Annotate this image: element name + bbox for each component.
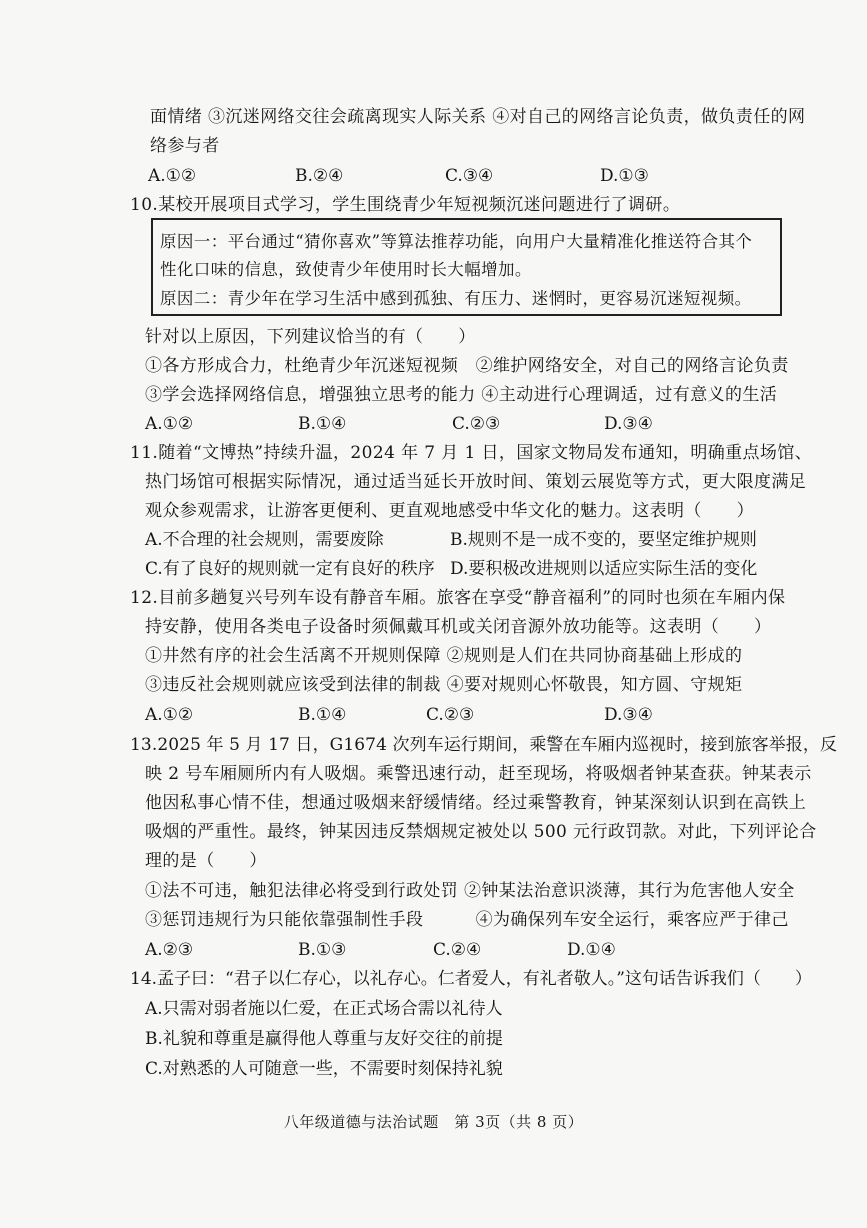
q9-option-c: C.③④ [445, 166, 494, 186]
q11-option-a: A.不合理的社会规则，需要废除 [145, 530, 384, 550]
q13-stem-line: 映 2 号车厢厕所内有人吸烟。乘警迅速行动，赶至现场，将吸烟者钟某查获。钟某表示 [145, 764, 812, 784]
q13-option-a: A.②③ [145, 940, 194, 960]
q12-option-c: C.②③ [426, 705, 475, 725]
q12-option-d: D.③④ [604, 705, 653, 725]
q14-stem: 14.孟子曰：“君子以仁存心，以礼存心。仁者爱人，有礼者敬人。”这句话告诉我们（ ） [130, 969, 812, 989]
q10-option-a: A.①② [145, 414, 194, 434]
q13-choice-line: ③惩罚违规行为只能依靠强制性手段 ④为确保列车安全运行，乘客应严于律己 [145, 910, 789, 930]
q14-option-c: C.对熟悉的人可随意一些，不需要时刻保持礼貌 [145, 1059, 503, 1079]
q11-stem-line: 11.随着“文博热”持续升温，2024 年 7 月 1 日，国家文物局发布通知，明确重点场馆、 [130, 443, 813, 463]
q13-option-b: B.①③ [298, 940, 347, 960]
q11-stem-line: 热门场馆可根据实际情况，通过适当延长开放时间、策划云展览等方式，更大限度满足 [145, 472, 807, 492]
q10-choice-line: ③学会选择网络信息，增强独立思考的能力 ④主动进行心理调适，过有意义的生活 [145, 385, 778, 405]
q14-option-a: A.只需对弱者施以仁爱，在正式场合需以礼待人 [145, 999, 503, 1019]
q10-choice-line: ①各方形成合力，杜绝青少年沉迷短视频 ②维护网络安全，对自己的网络言论负责 [145, 356, 789, 376]
q10-reason-line: 原因一：平台通过“猜你喜欢”等算法推荐功能，向用户大量精准化推送符合其个 [160, 232, 753, 251]
q10-option-c: C.②③ [452, 414, 501, 434]
q12-choice-line: ①井然有序的社会生活离不开规则保障 ②规则是人们在共同协商基础上形成的 [145, 646, 743, 666]
q12-option-b: B.①④ [298, 705, 347, 725]
q9-option-d: D.①③ [600, 166, 649, 186]
q12-stem-line: 12.目前多趟复兴号列车设有静音车厢。旅客在享受“静音福利”的同时也须在车厢内保 [130, 588, 786, 608]
page-footer: 八年级道德与法治试题 第 3页（共 8 页） [283, 1113, 584, 1131]
q13-stem-line: 13.2025 年 5 月 17 日，G1674 次列车运行期间，乘警在车厢内巡视时，接到旅客举报，反 [130, 735, 838, 755]
q13-stem-line: 理的是（ ） [145, 851, 267, 871]
q9-choice-line: 络参与者 [150, 136, 220, 156]
q10-reason-line: 原因二：青少年在学习生活中感到孤独、有压力、迷惘时，更容易沉迷短视频。 [160, 289, 752, 308]
q12-stem-line: 持安静，使用各类电子设备时须佩戴耳机或关闭音源外放功能等。这表明（ ） [145, 617, 772, 637]
q10-option-b: B.①④ [298, 414, 347, 434]
q11-option-b: B.规则不是一成不变的，要坚定维护规则 [450, 530, 757, 550]
q9-option-b: B.②④ [295, 166, 344, 186]
q11-option-c: C.有了良好的规则就一定有良好的秩序 [145, 559, 435, 579]
q10-option-d: D.③④ [604, 414, 653, 434]
q9-option-a: A.①② [148, 166, 197, 186]
q10-ask: 针对以上原因，下列建议恰当的有（ ） [145, 327, 476, 347]
q11-stem-line: 观众参观需求，让游客更便利、更直观地感受中华文化的魅力。这表明（ ） [145, 501, 754, 521]
q12-choice-line: ③违反社会规则就应该受到法律的制裁 ④要对规则心怀敬畏，知方圆、守规矩 [145, 675, 743, 695]
q13-stem-line: 吸烟的严重性。最终，钟某因违反禁烟规定被处以 500 元行政罚款。对此，下列评论合 [145, 822, 817, 842]
q10-stem: 10.某校开展项目式学习，学生围绕青少年短视频沉迷问题进行了调研。 [130, 195, 681, 215]
q11-option-d: D.要积极改进规则以适应实际生活的变化 [450, 559, 758, 579]
q9-choice-line: 面情绪 ③沉迷网络交往会疏离现实人际关系 ④对自己的网络言论负责，做负责任的网 [150, 107, 806, 127]
q14-option-b: B.礼貌和尊重是赢得他人尊重与友好交往的前提 [145, 1029, 503, 1049]
q13-choice-line: ①法不可违，触犯法律必将受到行政处罚 ②钟某法治意识淡薄，其行为危害他人安全 [145, 881, 795, 901]
q12-option-a: A.①② [145, 705, 194, 725]
q13-option-d: D.①④ [567, 940, 616, 960]
q10-reason-line: 性化口味的信息，致使青少年使用时长大幅增加。 [160, 260, 532, 279]
q13-stem-line: 他因私事心情不佳，想通过吸烟来舒缓情绪。经过乘警教育，钟某深刻认识到在高铁上 [145, 793, 807, 813]
q13-option-c: C.②④ [433, 940, 482, 960]
